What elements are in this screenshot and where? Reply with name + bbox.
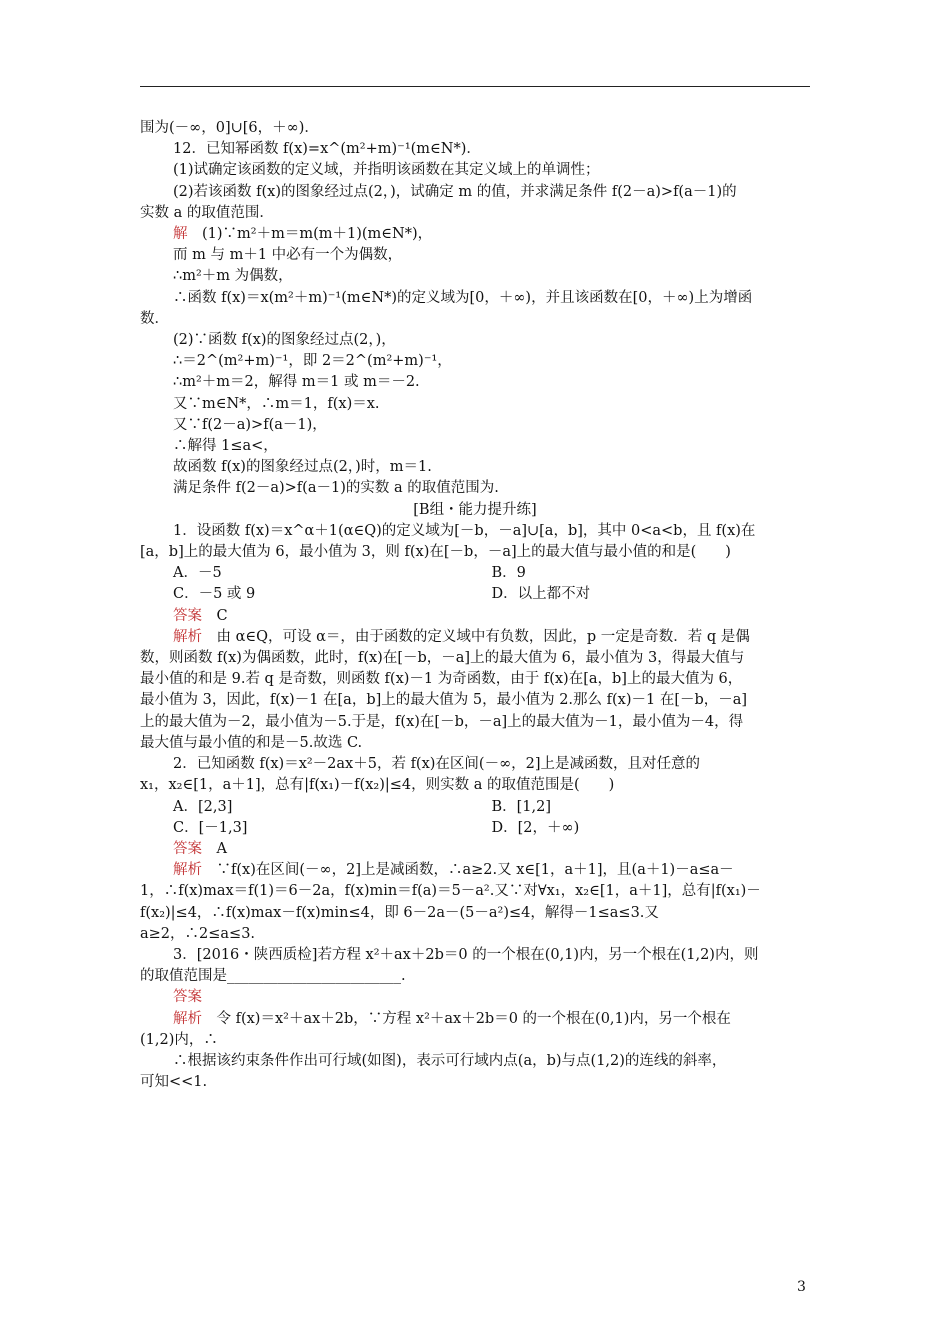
problem-2-statement: 2．已知函数 f(x)＝x²－2ax＋5，若 f(x)在区间(－∞，2]上是减函数，且对任意的 bbox=[173, 756, 701, 773]
option-c: C．[－1,3] bbox=[173, 819, 248, 836]
text-span: ∵f(x)在区间(－∞，2]上是减函数，∴a≥2.又 x∈[1，a＋1]，且(a＋1)－a≤a－ bbox=[216, 862, 734, 879]
analysis-label: 解析 bbox=[173, 1010, 202, 1027]
option-a: A．－5 bbox=[173, 565, 222, 582]
text-line: (2)若该函数 f(x)的图象经过点(2，)，试确定 m 的值，并求满足条件 f(2－a)>f(a－1)的 bbox=[173, 183, 737, 200]
text-line: ∴＝2^(m²+m)⁻¹，即 2＝2^(m²+m)⁻¹， bbox=[173, 353, 452, 370]
text-line: 而 m 与 m＋1 中必有一个为偶数， bbox=[173, 247, 403, 264]
text-line: (1,2)内，∴ bbox=[140, 1031, 218, 1048]
answer-line bbox=[140, 839, 810, 860]
text-line: 最小值的和是 9.若 q 是奇数，则函数 f(x)－1 为奇函数，由于 f(x)在[a，b]上的最大值为 6， bbox=[140, 671, 743, 688]
text-line: ∴m²＋m 为偶数， bbox=[173, 268, 293, 285]
analysis-label: 解析 bbox=[173, 628, 202, 645]
text-line: 最大值与最小值的和是－5.故选 C. bbox=[140, 734, 363, 751]
text-span: 令 f(x)＝x²＋ax＋2b，∵方程 x²＋ax＋2b＝0 的一个根在(0,1)内，另一个根在 bbox=[216, 1010, 731, 1027]
problem-1-statement: 1．设函数 f(x)＝x^α＋1(α∈Q)的定义域为[－b，－a]∪[a，b]，其中 0<a<b，且 f(x)在 bbox=[173, 522, 756, 539]
answer-value: A bbox=[216, 840, 227, 857]
answer-line bbox=[140, 606, 810, 627]
text-span: (1)∵m²＋m＝m(m＋1)(m∈N*)， bbox=[202, 226, 433, 243]
option-a: A．[2,3] bbox=[173, 798, 233, 815]
text-line: ∴根据该约束条件作出可行域(如图)，表示可行域内点(a，b)与点(1,2)的连线的斜率， bbox=[173, 1052, 727, 1069]
option-b: B．9 bbox=[491, 565, 526, 582]
text-line: ∴解得 1≤a<， bbox=[173, 438, 278, 455]
option-c: C．－5 或 9 bbox=[173, 586, 256, 603]
text-line: ∴函数 f(x)＝x(m²＋m)⁻¹(m∈N*)的定义域为[0，＋∞)，并且该函数在[0，＋∞)上为增函 bbox=[173, 289, 753, 306]
page-number: 3 bbox=[797, 1279, 806, 1295]
option-d: D．[2，＋∞) bbox=[491, 819, 580, 836]
answer-value: C bbox=[216, 607, 228, 624]
solution-line bbox=[140, 224, 810, 245]
text-line: x₁，x₂∈[1，a＋1]，总有|f(x₁)－f(x₂)|≤4，则实数 a 的取值范围是( ) bbox=[140, 777, 615, 794]
text-line: a≥2，∴2≤a≤3. bbox=[140, 925, 256, 942]
options-row bbox=[140, 797, 810, 818]
text-line: 数． bbox=[140, 310, 169, 327]
answer-label: 答案 bbox=[173, 607, 202, 624]
header-rule bbox=[140, 86, 810, 87]
text-line: 上的最大值为－2，最小值为－5.于是，f(x)在[－b，－a]上的最大值为－1，最小值为－4，得 bbox=[140, 713, 744, 730]
page-content bbox=[140, 118, 810, 1093]
text-line: 1，∴f(x)max＝f(1)＝6－2a，f(x)min＝f(a)＝5－a².又∵对∀x₁，x₂∈[1，a＋1]，总有|f(x₁)－ bbox=[140, 883, 761, 900]
options-row bbox=[140, 584, 810, 605]
analysis-line bbox=[140, 627, 810, 648]
solution-label: 解 bbox=[173, 226, 188, 243]
text-line: 的取值范围是________________________. bbox=[140, 968, 406, 985]
answer-label: 答案 bbox=[173, 840, 202, 857]
option-d: D．以上都不对 bbox=[491, 586, 591, 603]
text-line: f(x₂)|≤4，∴f(x)max－f(x)min≤4，即 6－2a－(5－a²)≤4，解得－1≤a≤3.又 bbox=[140, 904, 659, 921]
text-line: [a，b]上的最大值为 6，最小值为 3，则 f(x)在[－b，－a]上的最大值与最小值的和是( ) bbox=[140, 544, 731, 561]
text-line: (2)∵函数 f(x)的图象经过点(2，)， bbox=[173, 332, 396, 349]
answer-line bbox=[140, 987, 810, 1008]
text-line: 又∵m∈N*，∴m＝1，f(x)＝x. bbox=[173, 395, 380, 412]
section-heading: [B组・能力提升练] bbox=[413, 501, 537, 518]
options-row bbox=[140, 818, 810, 839]
text-line: 又∵f(2－a)>f(a－1)， bbox=[173, 416, 327, 433]
text-line: ∴m²＋m＝2，解得 m＝1 或 m＝－2. bbox=[173, 374, 420, 391]
text-line: (1)试确定该函数的定义域，并指明该函数在其定义域上的单调性； bbox=[173, 162, 600, 179]
text-line: 最小值为 3，因此，f(x)－1 在[a，b]上的最大值为 5，最小值为 2.那么 f(x)－1 在[－b，－a] bbox=[140, 692, 748, 709]
text-line: 故函数 f(x)的图象经过点(2，)时，m＝1. bbox=[173, 459, 432, 476]
options-row bbox=[140, 563, 810, 584]
text-line: 数，则函数 f(x)为偶函数，此时，f(x)在[－b，－a]上的最大值为 6，最小值为 3，得最大值与 bbox=[140, 650, 745, 667]
analysis-label: 解析 bbox=[173, 862, 202, 879]
text-line: 可知<<1. bbox=[140, 1074, 208, 1091]
option-b: B．[1,2] bbox=[491, 798, 552, 815]
answer-label: 答案 bbox=[173, 989, 202, 1006]
text-line: 满足条件 f(2－a)>f(a－1)的实数 a 的取值范围为. bbox=[173, 480, 499, 497]
text-span: 由 α∈Q，可设 α＝，由于函数的定义域中有负数，因此，p 一定是奇数．若 q 是偶 bbox=[216, 628, 750, 645]
problem-3-statement: 3．[2016・陕西质检]若方程 x²＋ax＋2b＝0 的一个根在(0,1)内，另一个根在(1,2)内，则 bbox=[173, 946, 759, 963]
analysis-line bbox=[140, 1009, 810, 1030]
text-line: 围为(－∞，0]∪[6，＋∞)． bbox=[140, 120, 319, 136]
problem-12-statement: 12．已知幂函数 f(x)=x^(m²+m)⁻¹(m∈N*)． bbox=[173, 141, 481, 158]
analysis-line bbox=[140, 860, 810, 881]
text-line: 实数 a 的取值范围． bbox=[140, 204, 274, 221]
